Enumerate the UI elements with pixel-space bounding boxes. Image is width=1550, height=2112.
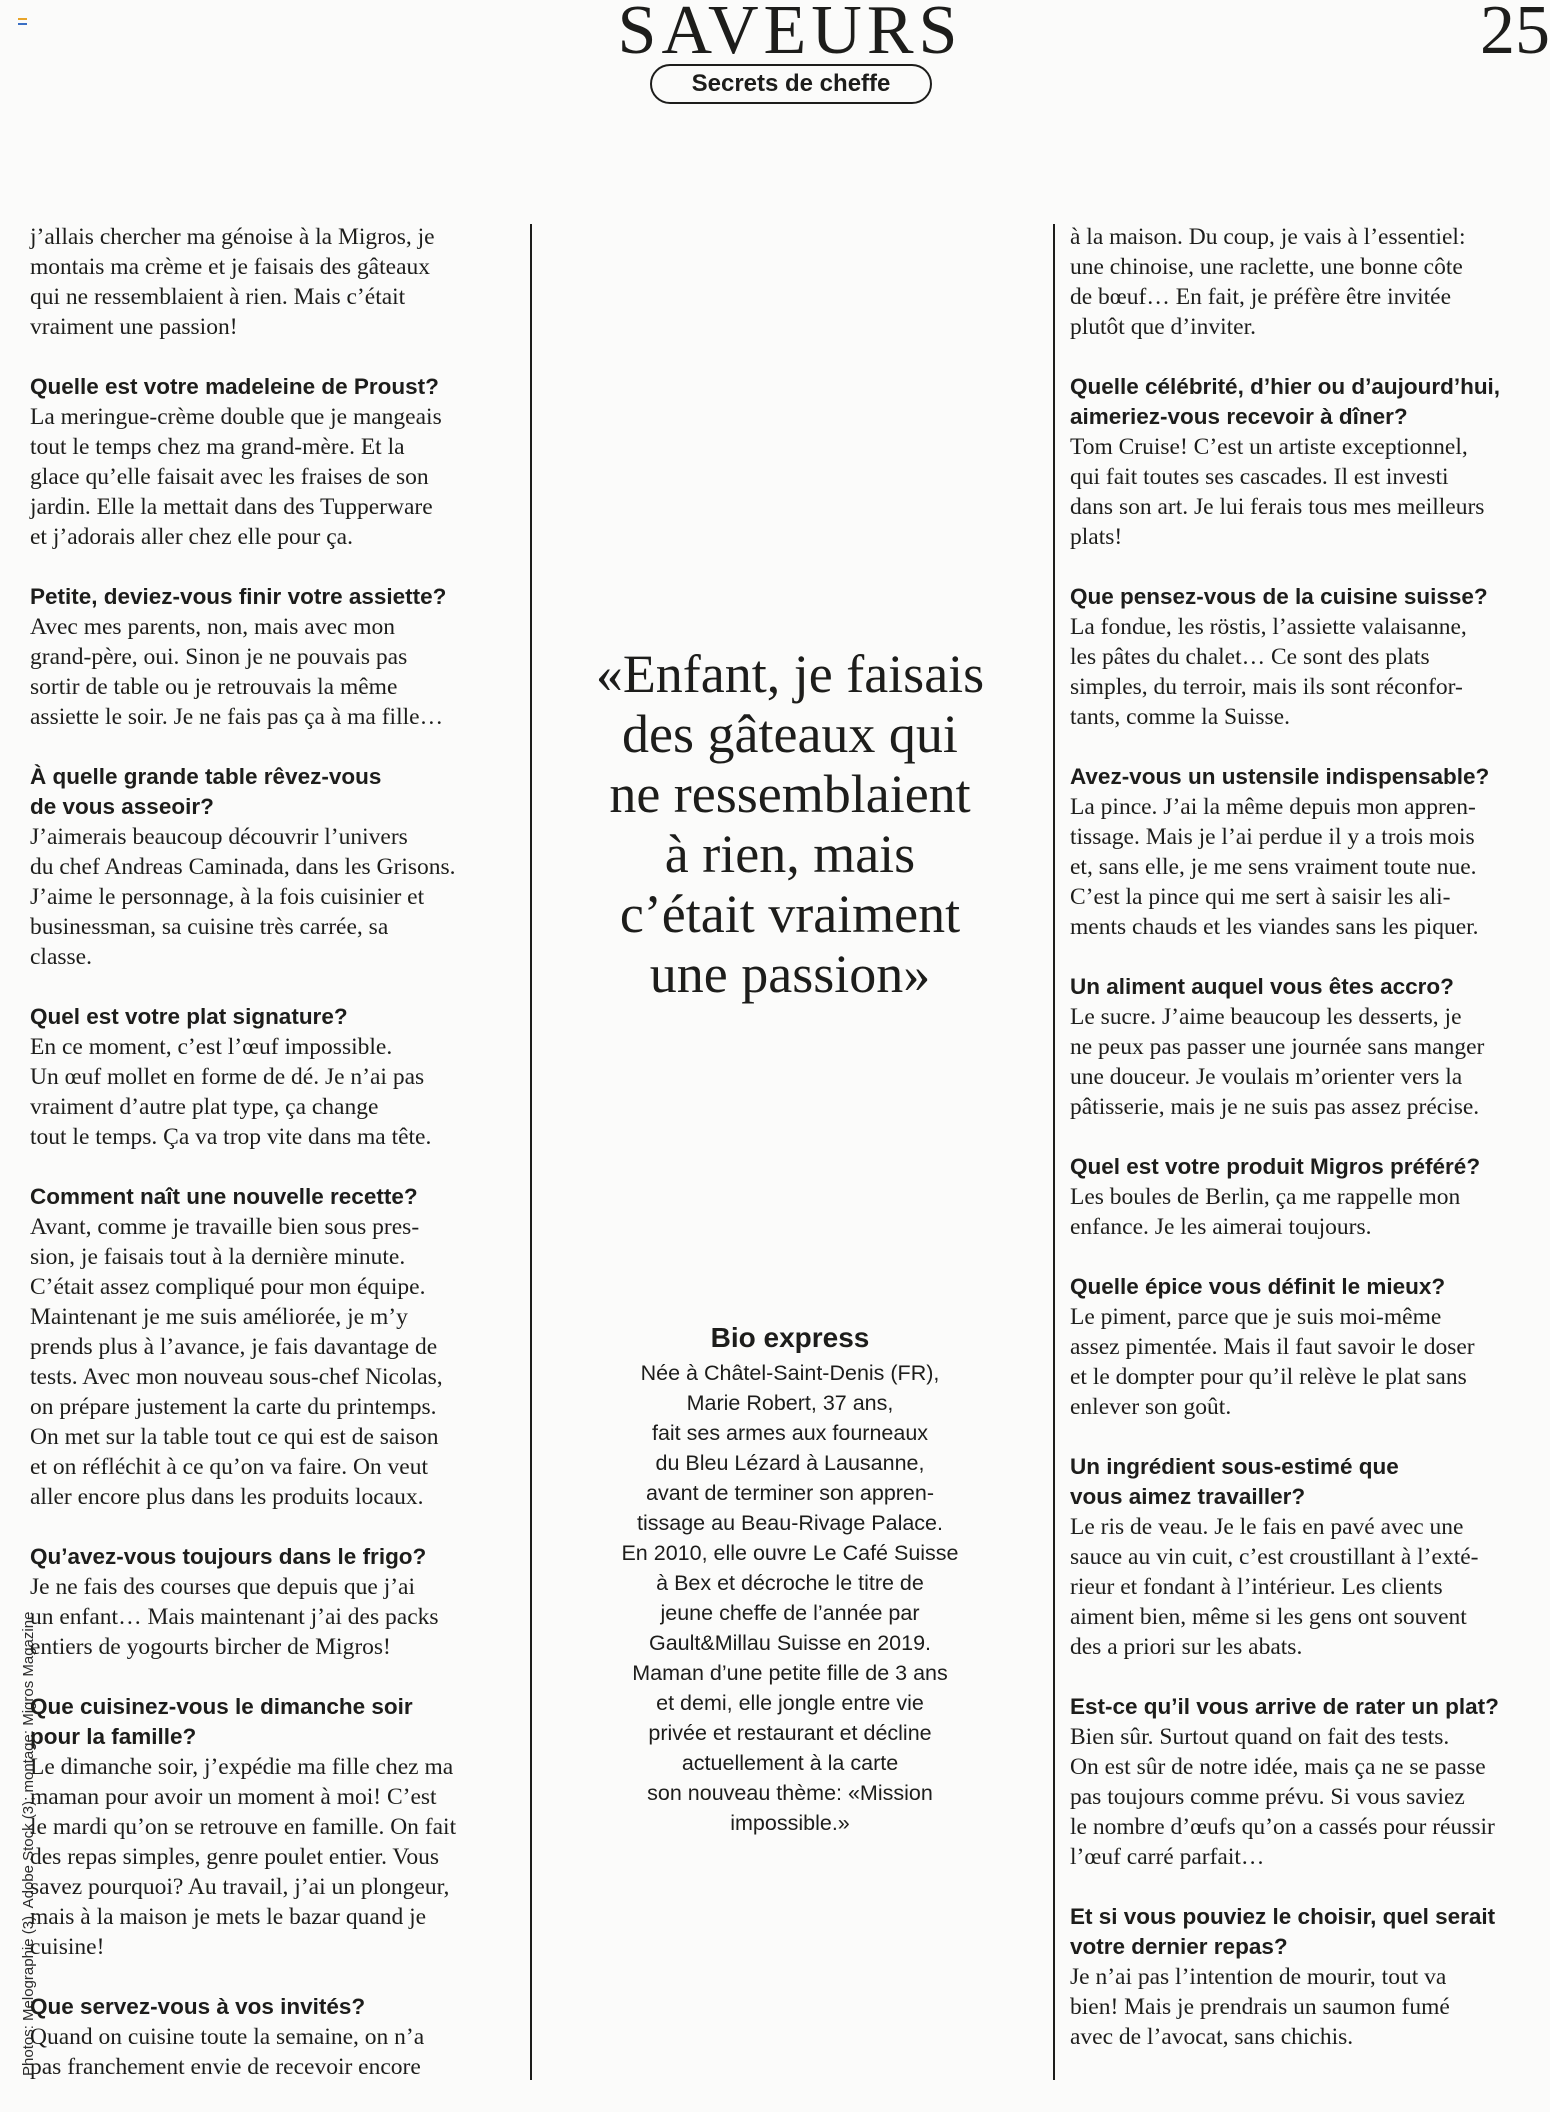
- bio-express-box: [560, 1320, 1020, 1838]
- qa-item: [30, 582, 530, 732]
- answer-text: Je ne fais des courses que depuis que j’ai un enfant… Mais maintenant j’ai des packs entiers de yogourts bircher de Migros!: [30, 1574, 439, 1660]
- qa-item: [30, 1182, 530, 1512]
- question-text: Un aliment auquel vous êtes accro?: [1070, 974, 1454, 999]
- question-text: Quel est votre produit Migros préféré?: [1070, 1154, 1481, 1179]
- answer-text: Je n’ai pas l’intention de mourir, tout va bien! Mais je prendrais un saumon fumé avec de l’avocat, sans chichis.: [1070, 1964, 1450, 2050]
- right-column: [1070, 222, 1550, 2082]
- answer-text: Le sucre. J’aime beaucoup les desserts, je ne peux pas passer une journée sans manger une douceur. Je voulais m’orienter vers la pâtisserie, mais je ne suis pas assez précise.: [1070, 1004, 1485, 1120]
- question-text: Quelle célébrité, d’hier ou d’aujourd’hui, aimeriez-vous recevoir à dîner?: [1070, 374, 1501, 429]
- qa-item: [1070, 1452, 1550, 1662]
- answer-text: à la maison. Du coup, je vais à l’essentiel: une chinoise, une raclette, une bonne côte de bœuf… En fait, je préfère être invitée plutôt que d’inviter.: [1070, 224, 1466, 340]
- qa-item: [30, 762, 530, 972]
- answer-text: Avec mes parents, non, mais avec mon grand-père, oui. Sinon je ne pouvais pas sortir de table ou je retrouvais la même assiette le soir. Je ne fais pas ça à ma fille…: [30, 614, 444, 730]
- answer-text: En ce moment, c’est l’œuf impossible. Un œuf mollet en forme de dé. Je n’ai pas vraiment d’autre plat type, ça change tout le temps. Ça va trop vite dans ma tête.: [30, 1034, 432, 1150]
- question-text: À quelle grande table rêvez-vous de vous asseoir?: [30, 764, 382, 819]
- qa-item: [1070, 1272, 1550, 1422]
- qa-item: [30, 1992, 530, 2082]
- column-divider-right: [1053, 224, 1055, 2080]
- intro-paragraph: [1070, 222, 1550, 342]
- answer-text: Le ris de veau. Je le fais en pavé avec une sauce au vin cuit, c’est croustillant à l’exté- rieur et fondant à l’intérieur. Les clients aiment bien, même si les gens ont souvent des a priori sur les abats.: [1070, 1514, 1479, 1660]
- page-number: 25: [1480, 0, 1550, 69]
- pull-quote: «Enfant, je faisais des gâteaux qui ne ressemblaient à rien, mais c’était vraiment une passion»: [595, 644, 985, 1004]
- question-text: Un ingrédient sous-estimé que vous aimez travailler?: [1070, 1454, 1399, 1509]
- qa-item: [30, 1002, 530, 1152]
- intro-paragraph: [30, 222, 530, 342]
- column-divider-left: [530, 224, 532, 2080]
- question-text: Quel est votre plat signature?: [30, 1004, 348, 1029]
- qa-item: [1070, 1152, 1550, 1242]
- bio-text: Née à Châtel-Saint-Denis (FR), Marie Robert, 37 ans, fait ses armes aux fourneaux du Bleu Lézard à Lausanne, avant de terminer son appren- tissage au Beau-Rivage Palace. En 2010, elle ouvre Le Café Suisse à Bex et décroche le titre de jeune cheffe de l’année par Gault&Millau Suisse en 2019. Maman d’une petite fille de 3 ans et demi, elle jongle entre vie privée et restaurant et décline actuellement à la carte son nouveau thème: «Mission impossible.»: [621, 1361, 959, 1835]
- answer-text: La meringue-crème double que je mangeais tout le temps chez ma grand-mère. Et la glace qu’elle faisait avec les fraises de son jardin. Elle la mettait dans des Tupperware et j’adorais aller chez elle pour ça.: [30, 404, 442, 550]
- question-text: Que servez-vous à vos invités?: [30, 1994, 366, 2019]
- question-text: Comment naît une nouvelle recette?: [30, 1184, 418, 1209]
- answer-text: j’allais chercher ma génoise à la Migros, je montais ma crème et je faisais des gâteaux qui ne ressemblaient à rien. Mais c’était vraiment une passion!: [30, 224, 435, 340]
- qa-item: [1070, 372, 1550, 552]
- answer-text: Avant, comme je travaille bien sous pres- sion, je faisais tout à la dernière minute. C’était assez compliqué pour mon équipe. Maintenant je me suis améliorée, je m’y prends plus à l’avance, je fais davantage de tests. Avec mon nouveau sous-chef Nicolas, on prépare justement la carte du printemps. On met sur la table tout ce qui est de saison et on réfléchit à ce qu’on va faire. On veut aller encore plus dans les produits locaux.: [30, 1214, 443, 1510]
- qa-item: [1070, 582, 1550, 732]
- question-text: Et si vous pouviez le choisir, quel serait votre dernier repas?: [1070, 1904, 1496, 1959]
- answer-text: J’aimerais beaucoup découvrir l’univers du chef Andreas Caminada, dans les Grisons. J’aime le personnage, à la fois cuisinier et businessman, sa cuisine très carrée, sa classe.: [30, 824, 456, 970]
- qa-item: [1070, 972, 1550, 1122]
- question-text: Que pensez-vous de la cuisine suisse?: [1070, 584, 1488, 609]
- answer-text: Le piment, parce que je suis moi-même assez pimentée. Mais il faut savoir le doser et le dompter pour qu’il relève le plat sans enlever son goût.: [1070, 1304, 1475, 1420]
- answer-text: Les boules de Berlin, ça me rappelle mon enfance. Je les aimerai toujours.: [1070, 1184, 1461, 1240]
- qa-item: [30, 1692, 530, 1962]
- answer-text: Tom Cruise! C’est un artiste exceptionnel, qui fait toutes ses cascades. Il est investi dans son art. Je lui ferais tous mes meilleurs plats!: [1070, 434, 1485, 550]
- qa-item: [30, 1542, 530, 1662]
- answer-text: Quand on cuisine toute la semaine, on n’a pas franchement envie de recevoir encore: [30, 2024, 425, 2080]
- bio-title: Bio express: [710, 1322, 870, 1353]
- answer-text: La pince. J’ai la même depuis mon appren- tissage. Mais je l’ai perdue il y a trois mois et, sans elle, je me sens vraiment toute nue. C’est la pince qui me sert à saisir les ali- ments chauds et les viandes sans les piquer.: [1070, 794, 1479, 940]
- photo-credit: Photos: Melographie (3), Adobe Stock (3); montage: Migros Magazine: [20, 1611, 37, 2076]
- left-column: [30, 222, 530, 2112]
- qa-item: [30, 372, 530, 552]
- qa-item: [1070, 1692, 1550, 1872]
- section-label: Secrets de cheffe: [650, 64, 932, 104]
- question-text: Que cuisinez-vous le dimanche soir pour la famille?: [30, 1694, 413, 1749]
- question-text: Avez-vous un ustensile indispensable?: [1070, 764, 1490, 789]
- question-text: Qu’avez-vous toujours dans le frigo?: [30, 1544, 427, 1569]
- question-text: Quelle est votre madeleine de Proust?: [30, 374, 439, 399]
- qa-item: [1070, 1902, 1550, 2052]
- question-text: Quelle épice vous définit le mieux?: [1070, 1274, 1446, 1299]
- qa-item: [1070, 762, 1550, 942]
- question-text: Est-ce qu’il vous arrive de rater un plat?: [1070, 1694, 1499, 1719]
- answer-text: La fondue, les röstis, l’assiette valaisanne, les pâtes du chalet… Ce sont des plats simples, du terroir, mais ils sont réconfor- tants, comme la Suisse.: [1070, 614, 1467, 730]
- question-text: Petite, deviez-vous finir votre assiette?: [30, 584, 447, 609]
- answer-text: Le dimanche soir, j’expédie ma fille chez ma maman pour avoir un moment à moi! C’est le mardi qu’on se retrouve en famille. On fait des repas simples, genre poulet entier. Vous savez pourquoi? Au travail, j’ai un plongeur, mais à la maison je mets le bazar quand je cuisine!: [30, 1754, 457, 1960]
- answer-text: Bien sûr. Surtout quand on fait des tests. On est sûr de notre idée, mais ça ne se passe pas toujours comme prévu. Si vous saviez le nombre d’œufs qu’on a cassés pour réussir l’œuf carré parfait…: [1070, 1724, 1495, 1870]
- magazine-section-title: SAVEURS: [617, 0, 963, 69]
